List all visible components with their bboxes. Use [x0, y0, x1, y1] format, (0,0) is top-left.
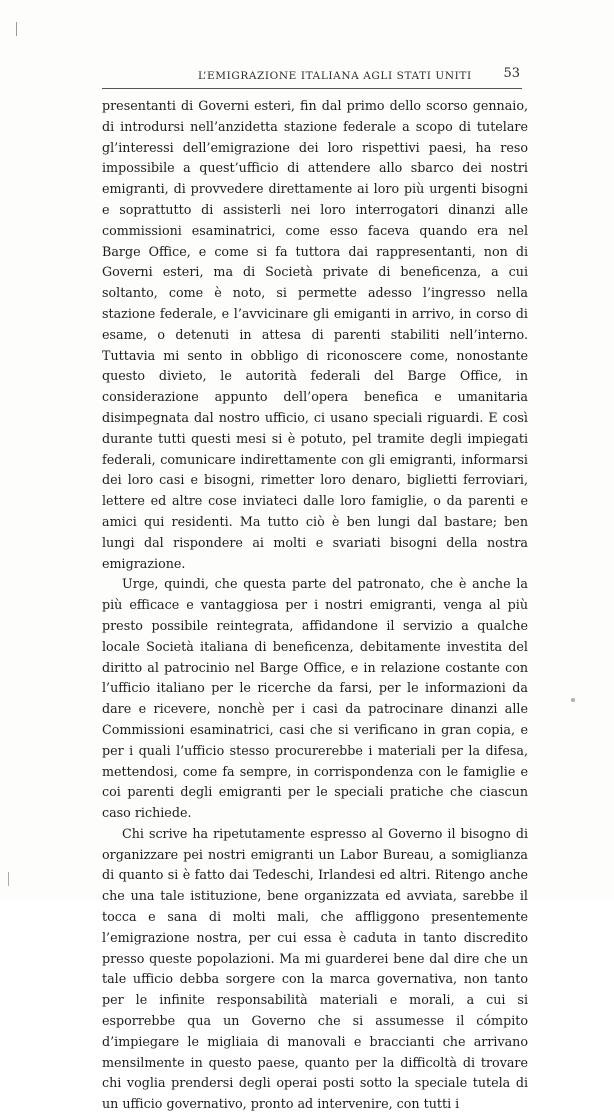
page-number: 53: [503, 66, 520, 81]
paragraph: Urge, quindi, che questa parte del patronato, che è anche la più efficace e vantaggiosa per i nostri emigranti, venga al più presto possibile reintegrata, affidandone il servizio a qualche locale Società italiana di beneficenza, debitamente investita del diritto al patrocinio nel Barge Office, e in relazione costante con l’ufficio italiano per le ricerche da farsi, per le informazioni da dare e ricevere, nonchè per i casi da patrocinare dinanzi alle Commissioni esaminatrici, casi che si verificano in gran copia, e per i quali l’ufficio stesso procurerebbe i materiali per la difesa, mettendosi, come fa sempre, in corrispondenza con le famiglie e coi parenti degli emigranti per le speciali pratiche che ciascun caso richiede.: [102, 576, 528, 821]
paragraph: presentanti di Governi esteri, fin dal primo dello scorso gennaio, di introdursi nell’anzidetta stazione federale a scopo di tutelare gl’interessi dell’emigrazione dei loro rispettivi paesi, ha reso impossibile a quest’ufficio di attendere allo sbarco dei nostri emigranti, di provvedere direttamente ai loro più urgenti bisogni e soprattutto di assisterli nei loro interrogatori dinanzi alle commissioni esaminatrici, come esso faceva quando era nel Barge Office, e come si fa tuttora dai rappresentanti, non di Governi esteri, ma di Società private di beneficenza, a cui soltanto, come è noto, si permette adesso l’ingresso nella stazione federale, e l’avvicinare gli emiganti in arrivo, in corso di esame, o detenuti in attesa di parenti stabiliti nell’interno. Tuttavia mi sento in obbligo di riconoscere come, nonostante questo divieto, le autorità federali del Barge Office, in considerazione appunto dell’opera benefica e umanitaria disimpegnata dal nostro ufficio, ci usano speciali riguardi. E così durante tutti questi mesi si è potuto, pel tramite degli impiegati federali, comunicare indirettamente con gli emigranti, informarsi dei loro casi e bisogni, rimetter loro denaro, biglietti ferroviari, lettere ed altre cose inviateci dalle loro famiglie, o da parenti e amici qui residenti. Ma tutto ciò è ben lungi dal bastare; ben lungi dal rispondere ai molti e svariati bisogni della nostra emigrazione.: [102, 98, 528, 571]
running-head: L’EMIGRAZIONE ITALIANA AGLI STATI UNITI: [198, 70, 472, 82]
paragraph: Chi scrive ha ripetutamente espresso al Governo il bisogno di organizzare pei nostri emigranti un Labor Bureau, a somiglianza di quanto si è fatto dai Tedeschi, Irlandesi ed altri. Ritengo anche che una tale istituzione, bene organizzata ed avviata, sarebbe il tocca e sana di molti mali, che affliggono presentemente l’emigrazione nostra, per cui essa è caduta in tanto discredito presso queste popolazioni. Ma mi guarderei bene dal dire che un tale ufficio debba sorgere con la marca governativa, non tanto per le infinite responsabilità materiali e morali, a cui si esporrebbe qua un Governo che si assumesse il cómpito d’impiegare le migliaia di manovali e braccianti che arrivano mensilmente in questo paese, quanto per la difficoltà di trovare chi voglia prendersi degli operai posti sotto la speciale tutela di un ufficio governativo, pronto ad intervenire, con tutti i: [102, 825, 528, 1112]
margin-mark: [8, 872, 9, 886]
page-header: [100, 66, 522, 88]
header-rule: [102, 88, 522, 89]
ink-spot: [571, 698, 575, 702]
body-text: [102, 96, 528, 1115]
margin-mark: [16, 22, 17, 36]
